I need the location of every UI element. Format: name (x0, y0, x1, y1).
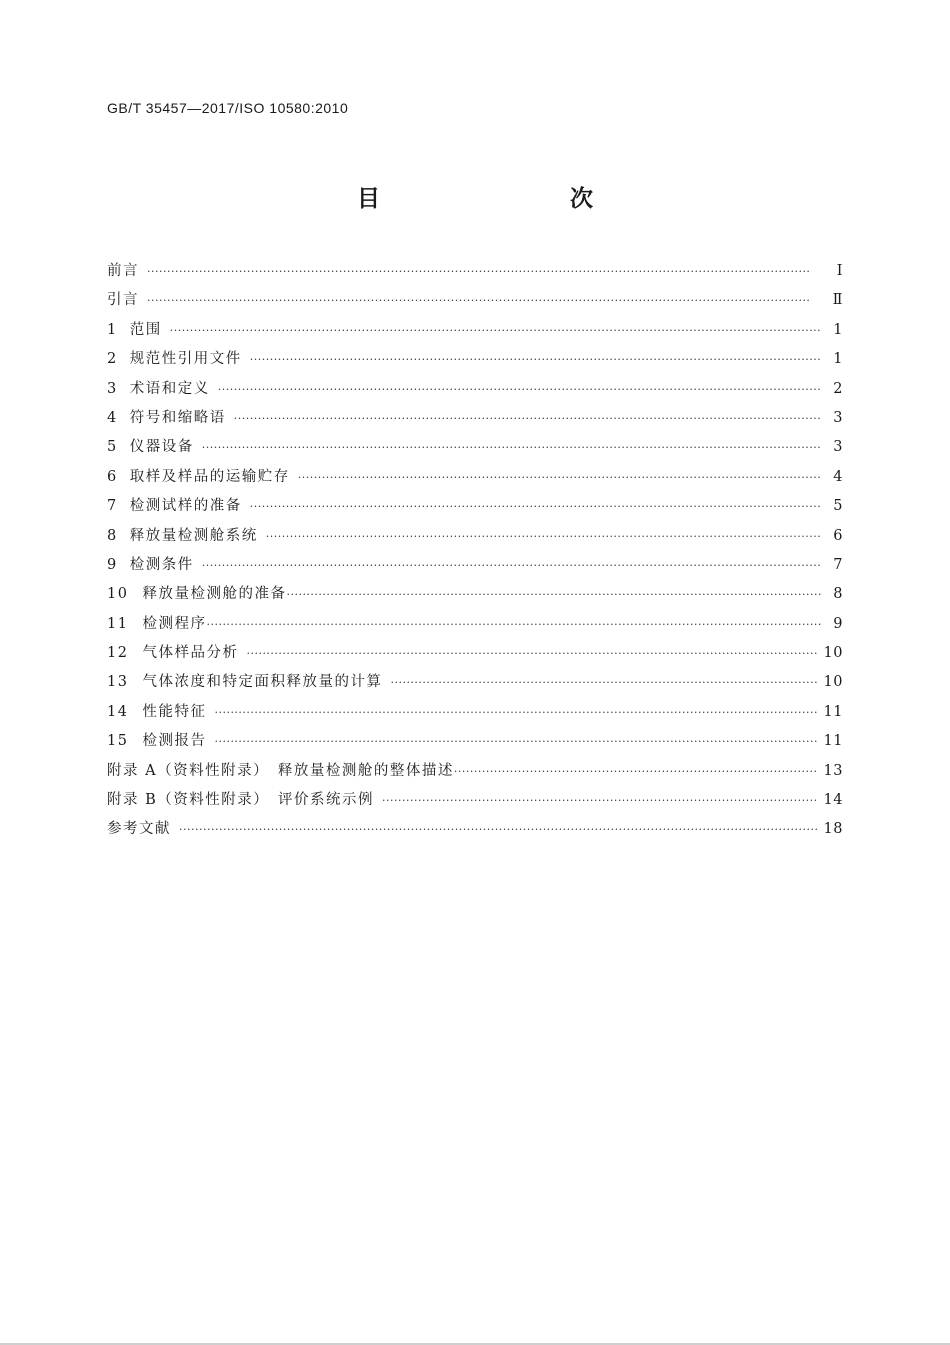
toc-leader-dots (250, 353, 821, 366)
toc-entry-7[interactable] (107, 494, 843, 523)
toc-entry-foreword[interactable] (107, 259, 843, 288)
toc-entry-page: 4 (833, 468, 843, 485)
toc-entry-annex-a[interactable] (107, 759, 843, 788)
toc-entry-number: 15 (107, 733, 129, 750)
toc-entry-number: 1 (107, 321, 118, 338)
toc-leader-dots (390, 676, 817, 689)
toc-entry-label: 检测条件 (129, 556, 194, 573)
toc-entry-label: 符号和缩略语 (129, 409, 226, 426)
toc-entry-page: 13 (823, 762, 843, 779)
toc-leader-dots (286, 588, 821, 601)
toc-entry-page: 5 (833, 498, 843, 515)
toc-entry-number: 8 (107, 527, 118, 544)
toc-leader-dots (202, 559, 821, 572)
toc-entry-page: 10 (823, 674, 843, 691)
toc-entry-5[interactable] (107, 435, 843, 464)
toc-entry-number: 6 (107, 468, 118, 485)
toc-entry-9[interactable] (107, 553, 843, 582)
toc-leader-dots (298, 471, 821, 484)
toc-entry-page: 8 (833, 586, 843, 603)
toc-entry-page: 2 (833, 380, 843, 397)
toc-leader-dots (454, 765, 818, 778)
toc-entry-page: 11 (823, 733, 843, 750)
toc-entry-number: 9 (107, 556, 118, 573)
toc-entry-number: 14 (107, 703, 129, 720)
toc-leader-dots (147, 294, 821, 307)
document-number: GB/T 35457—2017/ISO 10580:2010 (107, 100, 349, 116)
toc-leader-dots (202, 441, 821, 454)
page-title: 目 次 (357, 186, 641, 212)
toc-entry-label: 附录 B（资料性附录） 评价系统示例 (107, 792, 375, 809)
toc-entry-label: 检测试样的准备 (129, 498, 242, 515)
toc-entry-label: 范围 (129, 321, 162, 338)
toc-leader-dots (214, 706, 817, 719)
table-of-contents (107, 259, 843, 847)
toc-entry-bibliography[interactable] (107, 817, 843, 846)
toc-entry-number: 5 (107, 439, 118, 456)
toc-entry-page: 10 (823, 645, 843, 662)
toc-entry-page: 7 (833, 556, 843, 573)
toc-entry-page: 11 (823, 703, 843, 720)
toc-leader-dots (250, 500, 821, 513)
toc-entry-12[interactable] (107, 641, 843, 670)
toc-entry-page: 1 (833, 351, 843, 368)
toc-entry-introduction[interactable] (107, 288, 843, 317)
toc-entry-page: 18 (823, 821, 843, 838)
toc-entry-label: 术语和定义 (129, 380, 210, 397)
toc-entry-page: 14 (823, 792, 843, 809)
toc-leader-dots (214, 735, 817, 748)
toc-entry-page: Ⅱ (832, 292, 843, 309)
toc-entry-page: Ⅰ (836, 263, 843, 279)
toc-entry-label: 性能特征 (142, 703, 207, 720)
toc-entry-3[interactable] (107, 377, 843, 406)
toc-entry-label: 前言 (107, 263, 139, 279)
toc-entry-label: 引言 (107, 292, 139, 309)
toc-leader-dots (218, 383, 821, 396)
toc-leader-dots (382, 794, 818, 807)
toc-entry-11[interactable] (107, 612, 843, 641)
toc-entry-6[interactable] (107, 465, 843, 494)
toc-entry-label: 释放量检测舱系统 (129, 527, 258, 544)
toc-entry-label: 规范性引用文件 (129, 351, 242, 368)
toc-entry-number: 2 (107, 351, 118, 368)
toc-entry-label: 附录 A（资料性附录） 释放量检测舱的整体描述 (107, 762, 454, 779)
toc-entry-label: 气体样品分析 (142, 645, 239, 662)
toc-leader-dots (206, 618, 821, 631)
toc-entry-page: 3 (833, 439, 843, 456)
toc-entry-label: 释放量检测舱的准备 (142, 586, 287, 603)
toc-entry-13[interactable] (107, 670, 843, 699)
toc-entry-number: 4 (107, 409, 118, 426)
toc-entry-number: 7 (107, 498, 118, 515)
toc-entry-label: 仪器设备 (129, 439, 194, 456)
toc-leader-dots (234, 412, 821, 425)
toc-entry-10[interactable] (107, 582, 843, 611)
toc-leader-dots (147, 265, 821, 278)
toc-leader-dots (179, 823, 818, 836)
toc-entry-page: 9 (833, 615, 843, 632)
toc-entry-number: 3 (107, 380, 118, 397)
toc-entry-8[interactable] (107, 524, 843, 553)
toc-entry-label: 检测报告 (142, 733, 207, 750)
toc-entry-page: 1 (833, 321, 843, 338)
toc-leader-dots (170, 324, 821, 337)
toc-entry-1[interactable] (107, 318, 843, 347)
toc-entry-14[interactable] (107, 700, 843, 729)
toc-entry-annex-b[interactable] (107, 788, 843, 817)
toc-entry-label: 参考文献 (107, 821, 171, 838)
toc-entry-15[interactable] (107, 729, 843, 758)
toc-entry-2[interactable] (107, 347, 843, 376)
toc-entry-label: 检测程序 (142, 615, 207, 632)
toc-leader-dots (266, 530, 821, 543)
toc-entry-page: 6 (833, 527, 843, 544)
toc-entry-number: 11 (107, 615, 129, 632)
toc-entry-4[interactable] (107, 406, 843, 435)
toc-entry-label: 气体浓度和特定面积释放量的计算 (142, 674, 383, 691)
toc-leader-dots (246, 647, 817, 660)
toc-entry-number: 12 (107, 645, 129, 662)
toc-entry-label: 取样及样品的运输贮存 (129, 468, 290, 485)
toc-entry-page: 3 (833, 409, 843, 426)
toc-entry-number: 13 (107, 674, 129, 691)
toc-entry-number: 10 (107, 586, 129, 603)
